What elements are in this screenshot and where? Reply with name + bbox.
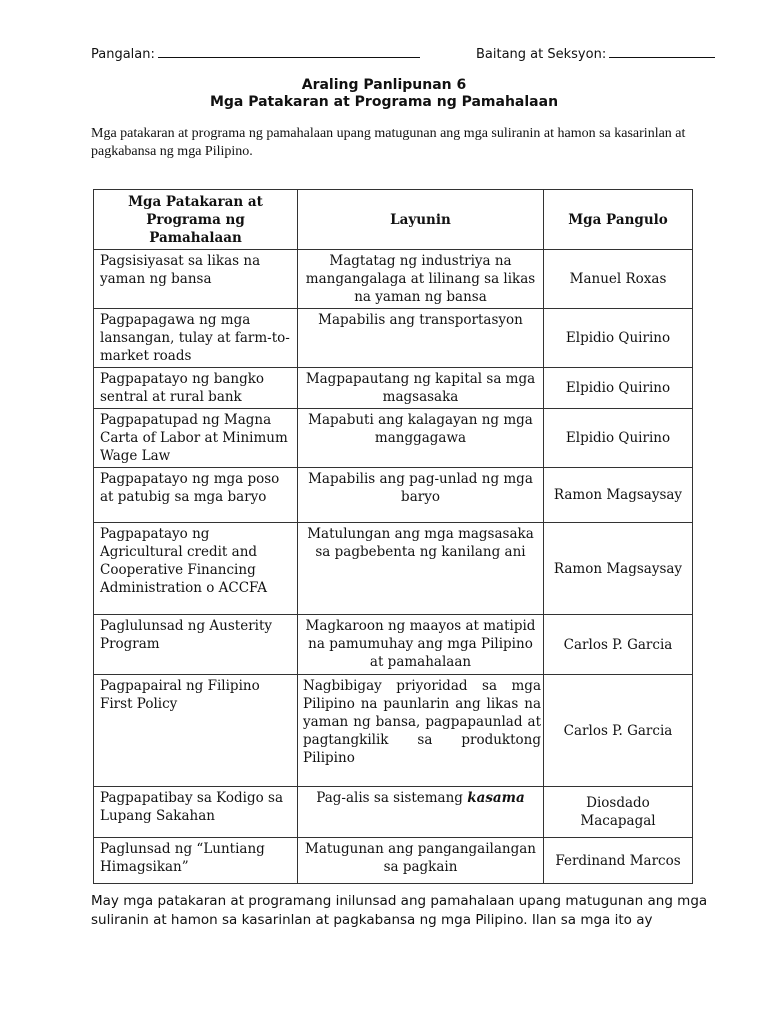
president-cell: Carlos P. Garcia [544,675,693,787]
table-row [94,615,693,675]
table-row [94,675,693,787]
goal-emphasis: kasama [467,790,525,806]
goal-cell [298,787,544,838]
president-cell: Manuel Roxas [544,250,693,309]
goal-cell: Nagbibigay priyoridad sa mga Pilipino na paunlarin ang likas na yaman ng bansa, pagpapaunlad at pagtangkilik sa produktong Pilipino [298,675,544,787]
grade-section-blank-line[interactable] [609,44,715,58]
policy-cell: Pagpapatayo ng mga poso at patubig sa mga baryo [94,468,298,523]
table-row [94,468,693,523]
header-goal: Layunin [298,190,544,250]
policy-cell: Pagpapatayo ng Agricultural credit and Cooperative Financing Administration o ACCFA [94,523,298,615]
president-cell: Ramon Magsaysay [544,523,693,615]
goal-cell: Matugunan ang pangangailangan sa pagkain [298,838,544,884]
policy-cell: Paglulunsad ng Austerity Program [94,615,298,675]
table-row [94,787,693,838]
intro-paragraph: Mga patakaran at programa ng pamahalaan upang matugunan ang mga suliranin at hamon sa kasarinlan at pagkabansa ng mga Pilipino. [91,126,686,159]
president-cell: Elpidio Quirino [544,309,693,368]
president-cell: Diosdado Macapagal [544,787,693,838]
table-row [94,368,693,409]
president-cell: Ferdinand Marcos [544,838,693,884]
table-row [94,523,693,615]
president-cell: Elpidio Quirino [544,368,693,409]
president-cell: Carlos P. Garcia [544,615,693,675]
header-policy: Mga Patakaran at Programa ng Pamahalaan [94,190,298,250]
policy-cell: Paglunsad ng “Luntiang Himagsikan” [94,838,298,884]
table-row [94,309,693,368]
name-field [91,44,420,62]
table-row [94,409,693,468]
president-cell: Elpidio Quirino [544,409,693,468]
goal-cell: Mapabilis ang pag-unlad ng mga baryo [298,468,544,523]
policies-table [93,189,693,884]
goal-cell: Mapabilis ang transportasyon [298,309,544,368]
policy-cell: Pagsisiyasat sa likas na yaman ng bansa [94,250,298,309]
goal-cell: Magtatag ng industriya na mangangalaga at lilinang sa likas na yaman ng bansa [298,250,544,309]
policy-cell: Pagpapatupad ng Magna Carta of Labor at Minimum Wage Law [94,409,298,468]
table-row [94,250,693,309]
goal-cell: Mapabuti ang kalagayan ng mga manggagawa [298,409,544,468]
president-cell: Ramon Magsaysay [544,468,693,523]
policy-cell: Pagpapagawa ng mga lansangan, tulay at farm-to-market roads [94,309,298,368]
table-row [94,838,693,884]
goal-cell: Matulungan ang mga magsasaka sa pagbebenta ng kanilang ani [298,523,544,615]
policy-cell: Pagpapatayo ng bangko sentral at rural bank [94,368,298,409]
table-header-row [94,190,693,250]
subject-title: Araling Panlipunan 6 [301,77,467,93]
header-president: Mga Pangulo [544,190,693,250]
name-label: Pangalan: [91,47,155,62]
lesson-title: Mga Patakaran at Programa ng Pamahalaan [209,94,559,110]
name-blank-line[interactable] [158,44,420,58]
policy-cell: Pagpapairal ng Filipino First Policy [94,675,298,787]
goal-text: Pag-alis sa sistemang [316,790,468,806]
grade-section-field [476,44,715,62]
grade-section-label: Baitang at Seksyon: [476,47,607,62]
policy-cell: Pagpapatibay sa Kodigo sa Lupang Sakahan [94,787,298,838]
goal-cell: Magkaroon ng maayos at matipid na pamumuhay ang mga Pilipino at pamahalaan [298,615,544,675]
closing-paragraph: May mga patakaran at programang inilunsad ang pamahalaan upang matugunan ang mga suliranin at hamon sa kasarinlan at pagkabansa ng mga Pilipino. Ilan sa mga ito ay [91,893,708,928]
goal-cell: Magpapautang ng kapital sa mga magsasaka [298,368,544,409]
